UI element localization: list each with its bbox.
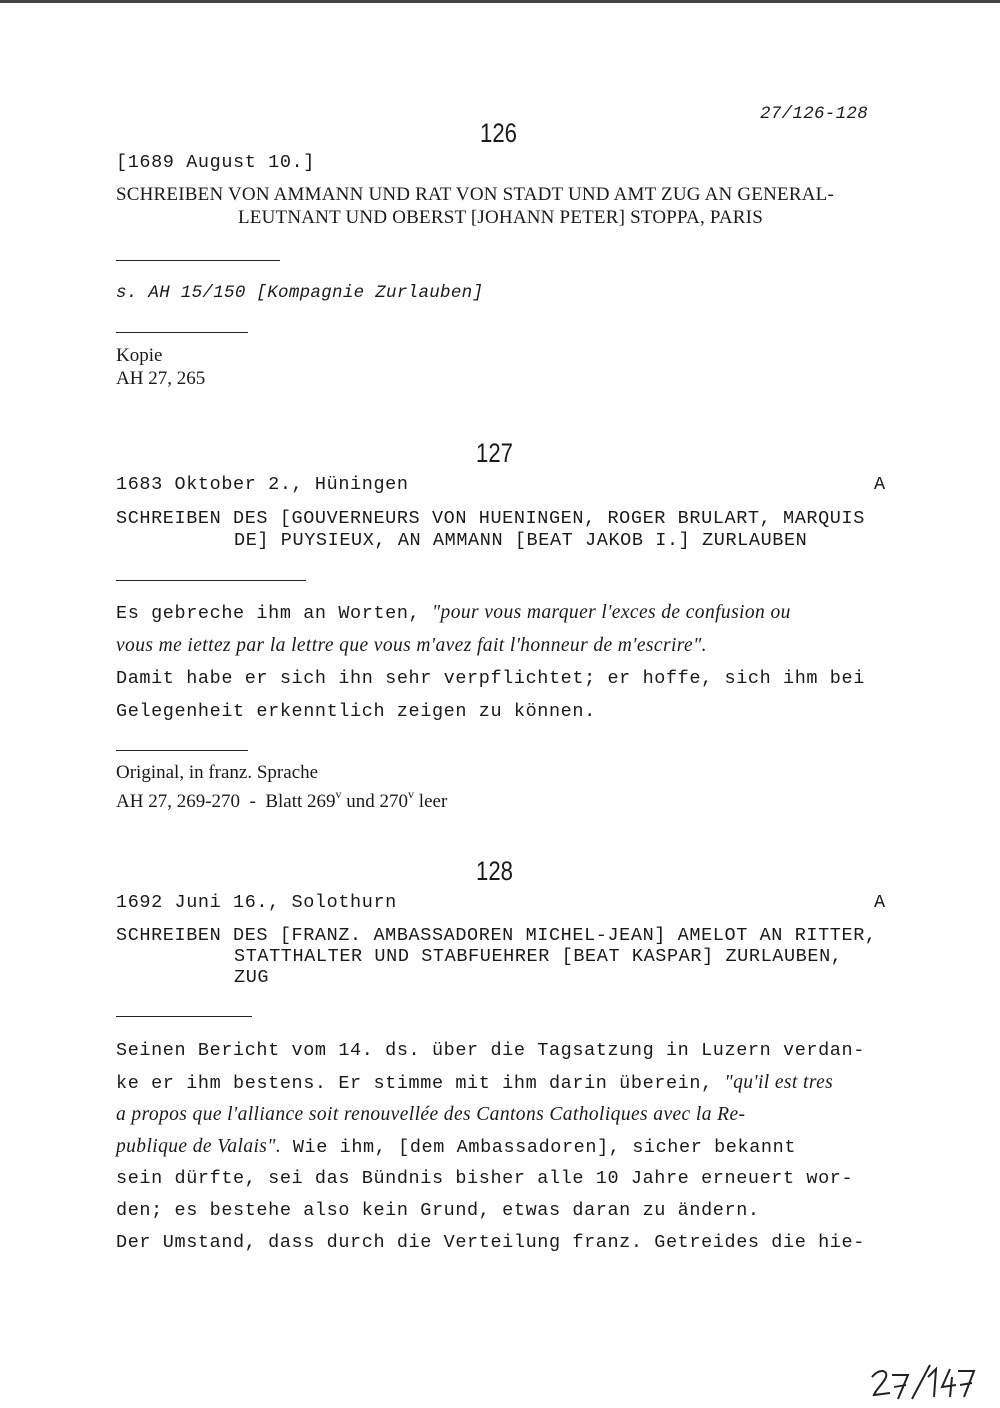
- entry-number: 128: [476, 856, 513, 886]
- superscript: v: [335, 787, 342, 801]
- entry-title-line: LEUTNANT UND OBERST [JOHANN PETER] STOPPA, PARIS: [238, 207, 763, 228]
- entry-title-line: DE] PUYSIEUX, AN AMMANN [BEAT JAKOB I.] ZURLAUBEN: [234, 530, 808, 551]
- entry-date: 1683 Oktober 2., Hüningen: [116, 474, 409, 495]
- body-line: Seinen Bericht vom 14. ds. über die Tagsatzung in Luzern verdan-: [116, 1040, 865, 1061]
- quote-line: vous me iettez par la lettre que vous m'avez fait l'honneur de m'escrire".: [116, 635, 707, 656]
- handwritten-folio-number: [868, 1363, 978, 1403]
- source-text: leer: [414, 791, 448, 812]
- body-line: sein dürfte, sei das Bündnis bisher alle 10 Jahre erneuert wor-: [116, 1168, 854, 1189]
- source-line: Original, in franz. Sprache: [116, 762, 319, 783]
- body-line: den; es bestehe also kein Grund, etwas daran zu ändern.: [116, 1200, 760, 1221]
- entry-title-line: ZUG: [234, 967, 270, 988]
- entry-title-line: SCHREIBEN DES [GOUVERNEURS VON HUENINGEN, ROGER BRULART, MARQUIS: [116, 508, 865, 529]
- quote-text: publique de Valais".: [116, 1136, 282, 1157]
- entry-date: 1692 Juni 16., Solothurn: [116, 892, 397, 913]
- quote-line: a propos que l'alliance soit renouvellée des Cantons Catholiques avec la Re-: [116, 1104, 746, 1125]
- marker-a: A: [874, 474, 886, 495]
- body-text: Es gebreche ihm an Worten,: [116, 603, 432, 624]
- source-text: AH 27, 269-270 - Blatt 269: [116, 791, 336, 812]
- divider: [116, 332, 248, 333]
- body-line: Damit habe er sich ihn sehr verpflichtet; er hoffe, sich ihm bei: [116, 668, 865, 689]
- source-line: [116, 787, 447, 813]
- source-line: AH 27, 265: [116, 368, 206, 389]
- body-text: Wie ihm, [dem Ambassadoren], sicher bekannt: [281, 1137, 797, 1158]
- entry-number: 127: [476, 438, 513, 468]
- divider: [116, 260, 280, 261]
- quote-text: "pour vous marquer l'exces de confusion ou: [431, 602, 791, 623]
- entry-title-line: STATTHALTER UND STABFUEHRER [BEAT KASPAR] ZURLAUBEN,: [234, 946, 843, 967]
- body-line: [116, 1072, 833, 1094]
- source-text: und 270: [341, 791, 409, 812]
- body-line: Gelegenheit erkenntlich zeigen zu können.: [116, 701, 596, 722]
- body-line: [116, 602, 791, 624]
- divider: [116, 1016, 252, 1017]
- marker-a: A: [874, 892, 886, 913]
- divider: [116, 580, 306, 581]
- entry-title-line: SCHREIBEN DES [FRANZ. AMBASSADOREN MICHEL-JEAN] AMELOT AN RITTER,: [116, 925, 877, 946]
- scan-top-edge: [0, 0, 1000, 3]
- source-line: Kopie: [116, 345, 163, 366]
- body-line: [116, 1136, 796, 1158]
- body-line: Der Umstand, dass durch die Verteilung franz. Getreides die hie-: [116, 1232, 865, 1253]
- body-text: ke er ihm bestens. Er stimme mit ihm darin überein,: [116, 1073, 725, 1094]
- superscript: v: [408, 787, 415, 801]
- cross-reference: s. AH 15/150 [Kompagnie Zurlauben]: [116, 283, 484, 303]
- quote-text: "qu'il est tres: [724, 1072, 834, 1093]
- entry-date: [1689 August 10.]: [116, 152, 315, 173]
- divider: [116, 750, 248, 751]
- entry-number: 126: [480, 118, 517, 148]
- page-reference: 27/126-128: [760, 104, 869, 124]
- entry-title-line: SCHREIBEN VON AMMANN UND RAT VON STADT UND AMT ZUG AN GENERAL-: [116, 184, 834, 205]
